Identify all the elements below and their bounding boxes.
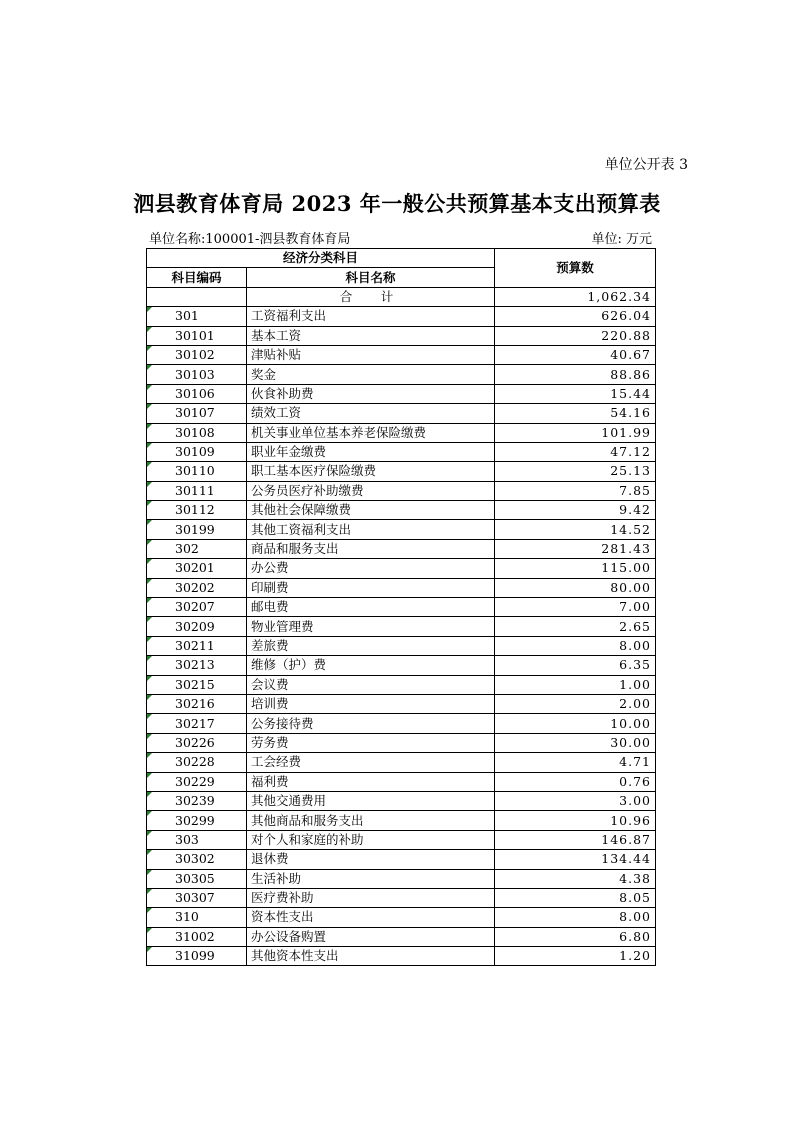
- table-row: [147, 830, 656, 849]
- row-code: 30216: [147, 694, 247, 713]
- row-amount: 15.44: [495, 384, 656, 403]
- row-name: 商品和服务支出: [247, 539, 495, 558]
- row-name: 职工基本医疗保险缴费: [247, 462, 495, 481]
- row-code: 30110: [147, 462, 247, 481]
- row-amount: 3.00: [495, 791, 656, 810]
- table-row: [147, 617, 656, 636]
- row-name: 公务员医疗补助缴费: [247, 481, 495, 500]
- row-name: 维修（护）费: [247, 656, 495, 675]
- table-row: [147, 636, 656, 655]
- table-row: [147, 442, 656, 461]
- row-name: 其他社会保障缴费: [247, 501, 495, 520]
- total-code: [147, 287, 247, 306]
- row-name: 工资福利支出: [247, 307, 495, 326]
- row-amount: 80.00: [495, 578, 656, 597]
- unit-name: 单位名称:100001-泗县教育体育局: [149, 232, 351, 247]
- row-code: 30302: [147, 850, 247, 869]
- row-name: 资本性支出: [247, 908, 495, 927]
- row-code: 30199: [147, 520, 247, 539]
- row-code: 30229: [147, 772, 247, 791]
- row-amount: 4.38: [495, 869, 656, 888]
- row-name: 对个人和家庭的补助: [247, 830, 495, 849]
- row-name: 医疗费补助: [247, 888, 495, 907]
- row-code: 30213: [147, 656, 247, 675]
- total-value: 1,062.34: [495, 287, 656, 306]
- row-amount: 30.00: [495, 733, 656, 752]
- row-amount: 9.42: [495, 501, 656, 520]
- row-code: 30111: [147, 481, 247, 500]
- table-row: [147, 811, 656, 830]
- row-name: 其他商品和服务支出: [247, 811, 495, 830]
- row-name: 差旅费: [247, 636, 495, 655]
- row-amount: 47.12: [495, 442, 656, 461]
- total-row: [147, 287, 656, 306]
- row-amount: 6.80: [495, 927, 656, 946]
- table-row: [147, 675, 656, 694]
- row-code: 30215: [147, 675, 247, 694]
- row-code: 30102: [147, 345, 247, 364]
- table-row: [147, 908, 656, 927]
- row-amount: 7.00: [495, 598, 656, 617]
- row-code: 30103: [147, 365, 247, 384]
- row-code: 30307: [147, 888, 247, 907]
- row-amount: 8.00: [495, 636, 656, 655]
- row-code: 30305: [147, 869, 247, 888]
- table-row: [147, 598, 656, 617]
- row-name: 会议费: [247, 675, 495, 694]
- row-name: 劳务费: [247, 733, 495, 752]
- table-row: [147, 345, 656, 364]
- row-name: 退休费: [247, 850, 495, 869]
- table-row: [147, 947, 656, 966]
- row-name: 津贴补贴: [247, 345, 495, 364]
- row-name: 公务接待费: [247, 714, 495, 733]
- row-code: 30239: [147, 791, 247, 810]
- row-amount: 134.44: [495, 850, 656, 869]
- table-row: [147, 462, 656, 481]
- row-amount: 146.87: [495, 830, 656, 849]
- table-row: [147, 384, 656, 403]
- row-amount: 2.65: [495, 617, 656, 636]
- row-amount: 6.35: [495, 656, 656, 675]
- row-code: 30106: [147, 384, 247, 403]
- row-amount: 101.99: [495, 423, 656, 442]
- row-amount: 54.16: [495, 404, 656, 423]
- row-amount: 8.00: [495, 908, 656, 927]
- row-amount: 2.00: [495, 694, 656, 713]
- row-name: 其他资本性支出: [247, 947, 495, 966]
- row-name: 福利费: [247, 772, 495, 791]
- row-amount: 115.00: [495, 559, 656, 578]
- row-code: 30202: [147, 578, 247, 597]
- row-code: 30226: [147, 733, 247, 752]
- row-name: 物业管理费: [247, 617, 495, 636]
- row-amount: 10.96: [495, 811, 656, 830]
- row-name: 培训费: [247, 694, 495, 713]
- table-row: [147, 307, 656, 326]
- total-label: 合 计: [247, 287, 495, 306]
- row-amount: 281.43: [495, 539, 656, 558]
- row-name: 印刷费: [247, 578, 495, 597]
- row-name: 其他工资福利支出: [247, 520, 495, 539]
- row-code: 31099: [147, 947, 247, 966]
- table-row: [147, 559, 656, 578]
- row-amount: 1.20: [495, 947, 656, 966]
- row-name: 基本工资: [247, 326, 495, 345]
- row-code: 30112: [147, 501, 247, 520]
- table-row: [147, 733, 656, 752]
- row-code: 30109: [147, 442, 247, 461]
- row-amount: 0.76: [495, 772, 656, 791]
- row-code: 30101: [147, 326, 247, 345]
- row-amount: 40.67: [495, 345, 656, 364]
- row-amount: 8.05: [495, 888, 656, 907]
- table-row: [147, 753, 656, 772]
- row-name: 办公费: [247, 559, 495, 578]
- table-row: [147, 791, 656, 810]
- row-code: 30201: [147, 559, 247, 578]
- unit-label: 单位: 万元: [591, 232, 652, 247]
- row-code: 30209: [147, 617, 247, 636]
- header-group: 经济分类科目: [147, 249, 495, 268]
- row-code: 30211: [147, 636, 247, 655]
- page-title: 泗县教育体育局 2023 年一般公共预算基本支出预算表: [133, 191, 661, 216]
- row-name: 职业年金缴费: [247, 442, 495, 461]
- row-name: 绩效工资: [247, 404, 495, 423]
- row-code: 30207: [147, 598, 247, 617]
- row-amount: 626.04: [495, 307, 656, 326]
- row-code: 303: [147, 830, 247, 849]
- row-name: 伙食补助费: [247, 384, 495, 403]
- table-row: [147, 656, 656, 675]
- table-row: [147, 326, 656, 345]
- row-amount: 1.00: [495, 675, 656, 694]
- header-amount: 预算数: [495, 249, 656, 288]
- row-amount: 220.88: [495, 326, 656, 345]
- table-row: [147, 501, 656, 520]
- row-amount: 88.86: [495, 365, 656, 384]
- row-code: 301: [147, 307, 247, 326]
- table-row: [147, 714, 656, 733]
- row-name: 其他交通费用: [247, 791, 495, 810]
- row-code: 30107: [147, 404, 247, 423]
- table-row: [147, 927, 656, 946]
- row-code: 310: [147, 908, 247, 927]
- row-amount: 10.00: [495, 714, 656, 733]
- budget-table: [146, 248, 656, 966]
- table-row: [147, 423, 656, 442]
- row-name: 生活补助: [247, 869, 495, 888]
- table-row: [147, 850, 656, 869]
- table-row: [147, 694, 656, 713]
- row-amount: 14.52: [495, 520, 656, 539]
- table-row: [147, 888, 656, 907]
- table-row: [147, 481, 656, 500]
- row-code: 30299: [147, 811, 247, 830]
- row-code: 30228: [147, 753, 247, 772]
- table-row: [147, 404, 656, 423]
- table-row: [147, 772, 656, 791]
- row-name: 奖金: [247, 365, 495, 384]
- row-amount: 4.71: [495, 753, 656, 772]
- row-code: 31002: [147, 927, 247, 946]
- header-code: 科目编码: [147, 268, 247, 287]
- table-row: [147, 539, 656, 558]
- row-name: 工会经费: [247, 753, 495, 772]
- row-name: 办公设备购置: [247, 927, 495, 946]
- table-row: [147, 578, 656, 597]
- row-amount: 25.13: [495, 462, 656, 481]
- table-row: [147, 365, 656, 384]
- row-amount: 7.85: [495, 481, 656, 500]
- form-number: 单位公开表 3: [604, 157, 688, 173]
- table-row: [147, 520, 656, 539]
- row-name: 邮电费: [247, 598, 495, 617]
- table-row: [147, 869, 656, 888]
- row-code: 302: [147, 539, 247, 558]
- row-code: 30217: [147, 714, 247, 733]
- header-name: 科目名称: [247, 268, 495, 287]
- row-code: 30108: [147, 423, 247, 442]
- row-name: 机关事业单位基本养老保险缴费: [247, 423, 495, 442]
